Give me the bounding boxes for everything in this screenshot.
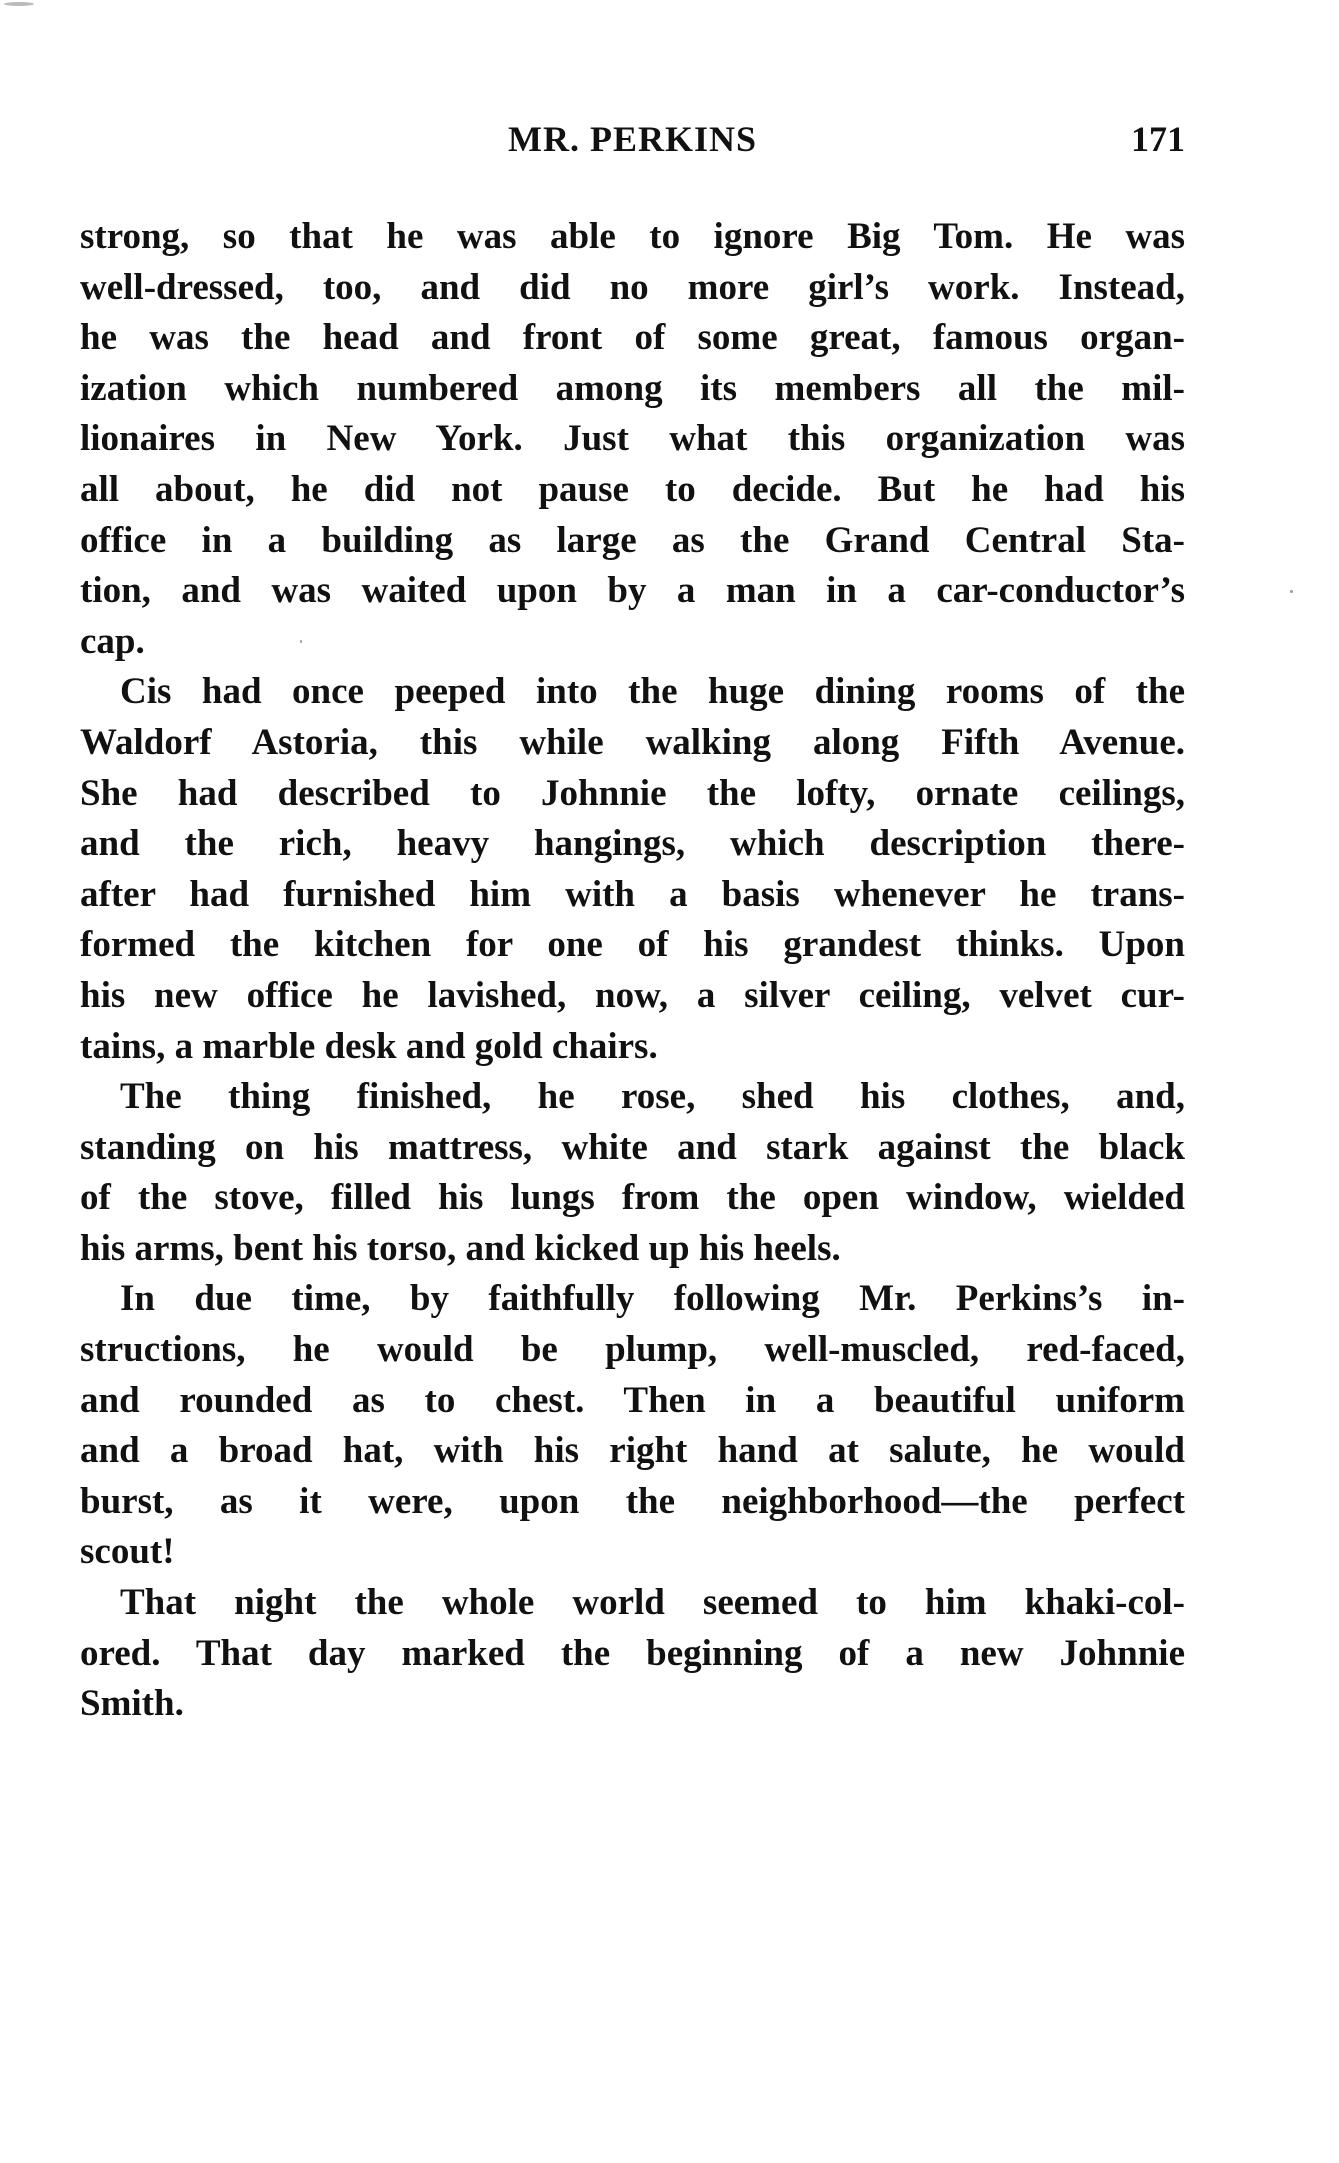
text-line: all about, he did not pause to decide. But he had his [80,468,1185,510]
running-title: MR. PERKINS [507,119,757,159]
text-line: formed the kitchen for one of his grandest thinks. Upon [80,924,1185,966]
text-line: Waldorf Astoria, this while walking along Fifth Avenue. [80,721,1185,763]
scan-artifact [4,2,34,6]
page-number: 171 [1131,119,1185,159]
text-line: burst, as it were, upon the neighborhood—the perfect [80,1480,1185,1522]
paragraph [80,1072,1185,1274]
text-line: In due time, by faithfully following Mr. Perkins’s in- [120,1278,1185,1320]
text-line: his arms, bent his torso, and kicked up his heels. [80,1227,841,1269]
text-line: well-dressed, too, and did no more girl’s work. Instead, [80,266,1185,308]
text-line: cap. [80,620,145,662]
text-line: She had described to Johnnie the lofty, ornate ceilings, [80,772,1185,814]
running-header [80,118,1185,164]
text-line: he was the head and front of some great, famous organ- [80,317,1185,359]
paragraph [80,1274,1185,1578]
text-line: Cis had once peeped into the huge dining rooms of the [120,671,1185,713]
text-line: office in a building as large as the Grand Central Sta- [80,519,1185,561]
text-line: tion, and was waited upon by a man in a car-conductor’s [80,570,1185,612]
text-line: standing on his mattress, white and stark against the black [80,1126,1185,1168]
scan-speck [300,640,302,643]
text-line: The thing finished, he rose, shed his clothes, and, [120,1076,1185,1118]
text-line: structions, he would be plump, well-muscled, red-faced, [80,1329,1185,1371]
text-line: of the stove, filled his lungs from the open window, wielded [80,1177,1185,1219]
text-line: scout! [80,1531,175,1573]
paragraph [80,212,1185,667]
text-line: That night the whole world seemed to him khaki-col- [120,1582,1185,1624]
text-line: his new office he lavished, now, a silver ceiling, velvet cur- [80,974,1185,1016]
text-line: and the rich, heavy hangings, which description there- [80,823,1185,865]
text-line: and rounded as to chest. Then in a beautiful uniform [80,1379,1185,1421]
text-line: strong, so that he was able to ignore Big Tom. He was [80,216,1185,257]
text-line: and a broad hat, with his right hand at salute, he would [80,1430,1185,1472]
text-line: after had furnished him with a basis whenever he trans- [80,873,1185,915]
body-text [80,212,1185,1730]
text-line: lionaires in New York. Just what this organization was [80,418,1185,460]
scan-speck [1290,590,1293,593]
text-line: Smith. [80,1683,184,1725]
paragraph [80,1578,1185,1730]
text-line: tains, a marble desk and gold chairs. [80,1025,658,1067]
text-line: ored. That day marked the beginning of a new Johnnie [80,1632,1185,1674]
text-line: ization which numbered among its members all the mil- [80,367,1185,409]
paragraph [80,667,1185,1072]
